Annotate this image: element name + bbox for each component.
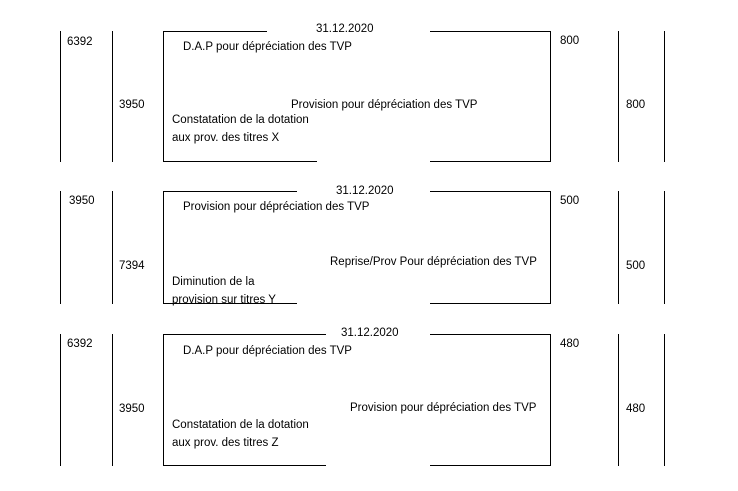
box-border-segment xyxy=(163,31,267,32)
box-border-segment xyxy=(163,334,326,335)
debit-account: 6392 xyxy=(67,338,93,350)
credit-label: Provision pour dépréciation des TVP xyxy=(350,402,537,414)
column-rule xyxy=(618,334,619,466)
box-border-segment xyxy=(163,161,317,162)
column-rule xyxy=(550,334,551,466)
column-rule xyxy=(60,334,61,466)
credit-amount: 480 xyxy=(626,403,646,415)
journal-entry-3 xyxy=(0,327,738,466)
box-border-segment xyxy=(430,31,551,32)
column-rule xyxy=(60,191,61,304)
column-rule xyxy=(112,191,113,304)
credit-account: 7394 xyxy=(119,260,145,272)
box-border-segment xyxy=(430,465,551,466)
column-rule xyxy=(112,31,113,162)
box-border-segment xyxy=(430,191,551,192)
credit-label: Provision pour dépréciation des TVP xyxy=(291,99,478,111)
credit-account: 3950 xyxy=(119,99,145,111)
column-rule xyxy=(60,31,61,162)
entry-description: Constatation de la dotation aux prov. des titres Z xyxy=(172,419,309,449)
column-rule xyxy=(163,334,164,466)
debit-amount: 480 xyxy=(560,338,580,350)
credit-label: Reprise/Prov Pour dépréciation des TVP xyxy=(330,256,537,268)
entry-description: Diminution de la provision sur titres Y xyxy=(172,276,276,306)
debit-label: Provision pour dépréciation des TVP xyxy=(183,201,370,213)
box-border-segment xyxy=(163,465,326,466)
journal-entry-1 xyxy=(0,23,738,162)
entry-date: 31.12.2020 xyxy=(316,23,374,35)
column-rule xyxy=(618,31,619,162)
box-border-segment xyxy=(430,161,551,162)
column-rule xyxy=(550,191,551,304)
debit-amount: 800 xyxy=(560,35,580,47)
credit-account: 3950 xyxy=(119,403,145,415)
column-rule xyxy=(163,31,164,162)
column-rule xyxy=(618,191,619,304)
entry-date: 31.12.2020 xyxy=(341,327,399,339)
credit-amount: 800 xyxy=(626,99,646,111)
credit-amount: 500 xyxy=(626,260,646,272)
column-rule xyxy=(664,31,665,162)
debit-amount: 500 xyxy=(560,195,580,207)
box-border-segment xyxy=(430,303,551,304)
box-border-segment xyxy=(163,191,297,192)
debit-account: 3950 xyxy=(69,195,95,207)
column-rule xyxy=(112,334,113,466)
column-rule xyxy=(664,334,665,466)
entry-date: 31.12.2020 xyxy=(336,185,394,197)
entry-description: Constatation de la dotation aux prov. des titres X xyxy=(172,114,309,144)
debit-account: 6392 xyxy=(67,36,93,48)
debit-label: D.A.P pour dépréciation des TVP xyxy=(183,41,352,53)
debit-label: D.A.P pour dépréciation des TVP xyxy=(183,345,352,357)
column-rule xyxy=(550,31,551,162)
box-border-segment xyxy=(430,334,551,335)
column-rule xyxy=(664,191,665,304)
journal-entry-2 xyxy=(0,185,738,306)
column-rule xyxy=(163,191,164,304)
